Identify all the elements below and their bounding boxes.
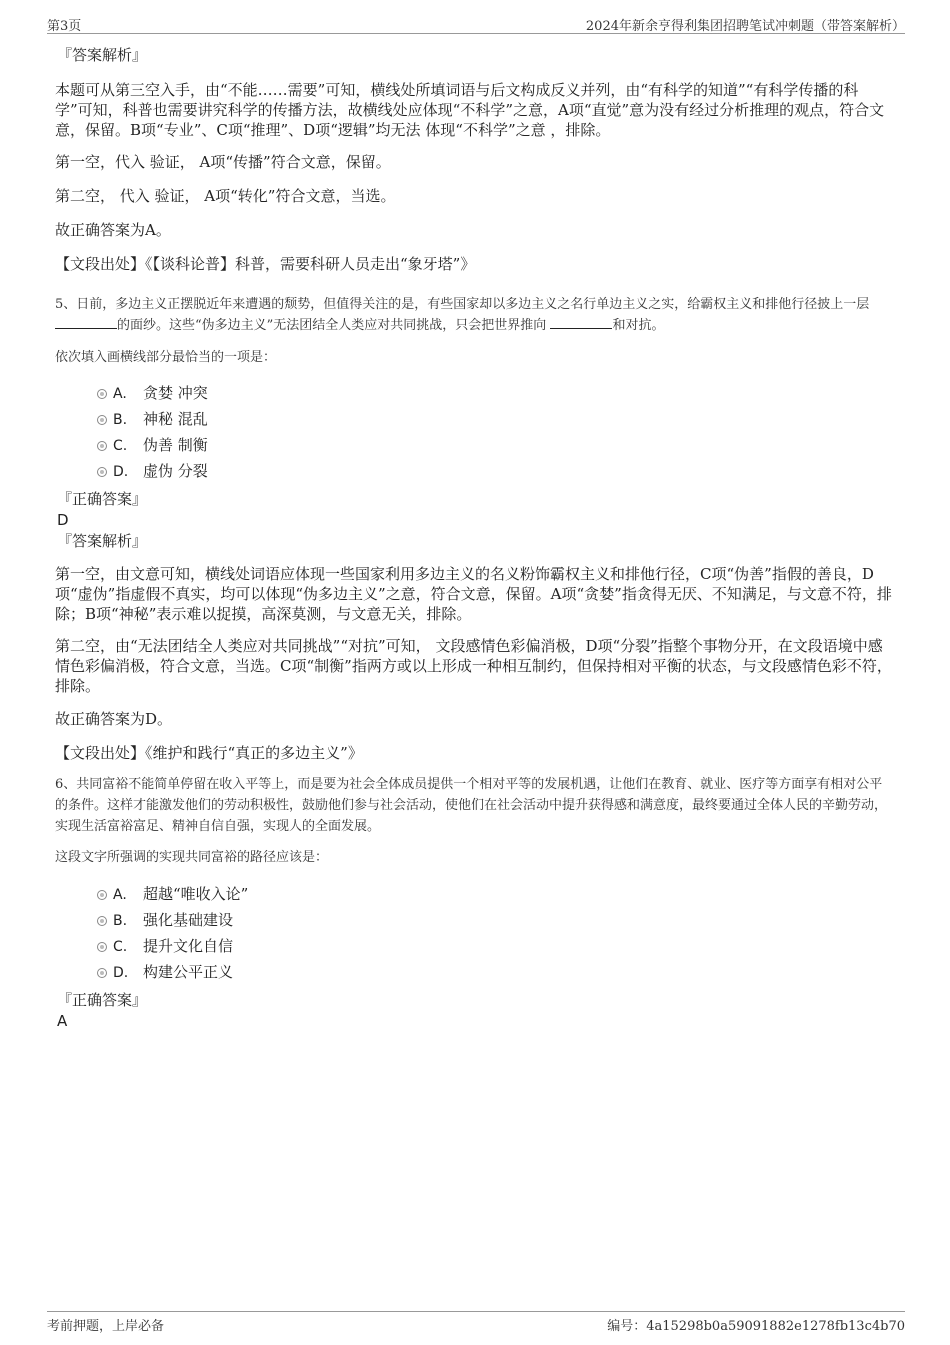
question-5-stem-part2: 的面纱。这些“伪多边主义”无法团结全人类应对共同挑战，只会把世界推向 [117,318,547,333]
document-serial: 编号：4a15298b0a59091882e1278fb13c4b70 [607,1319,905,1334]
radio-icon[interactable] [97,415,107,425]
answer-analysis-label: 『答案解析』 [57,46,148,64]
page-footer [47,1311,905,1334]
option-a[interactable]: A. 超越“唯收入论” [55,881,895,907]
correct-answer-label: 『正确答案』 [57,991,148,1009]
option-b[interactable]: B. 神秘 混乱 [55,406,895,432]
option-d[interactable]: D. 构建公平正义 [55,959,895,985]
question-5-stem-part1: 5、日前，多边主义正摆脱近年来遭遇的颓势，但值得关注的是，有些国家却以多边主义之名行单边主义之实，给霸权主义和排他行径披上一层 [55,297,870,312]
fill-blank [55,316,117,329]
source-citation: 【文段出处】《维护和践行“真正的多边主义”》 [55,744,363,762]
radio-icon[interactable] [97,467,107,477]
option-d[interactable]: D. 虚伪 分裂 [55,458,895,484]
analysis-paragraph: 第一空，由文意可知，横线处词语应体现一些国家利用多边主义的名义粉饰霸权主义和排他行径，C项“伪善”指假的善良，D项“虚伪”指虚假不真实，均可以体现“伪多边主义”之意，符合文意，保留。A项“贪婪”指贪得无厌、不知满足，与文意不符，排除；B项“神秘”表示难以捉摸，高深莫测，与文意无关，排除。 [55,565,892,623]
page-content [55,44,895,1031]
footer-slogan: 考前押题，上岸必备 [47,1319,165,1334]
question-5-prompt: 依次填入画横线部分最恰当的一项是： [55,350,277,365]
correct-answer-label: 『正确答案』 [57,490,148,508]
correct-answer: D [57,511,69,529]
question-5-options [55,380,895,484]
analysis-conclusion: 故正确答案为D。 [55,710,173,728]
answer-analysis-label: 『答案解析』 [57,532,148,550]
analysis-paragraph: 第一空，代入 验证， A项“传播”符合文意，保留。 [55,153,391,171]
radio-icon[interactable] [97,441,107,451]
page-header [47,13,905,34]
question-5-stem-part3: 和对抗。 [612,318,665,333]
page-number: 第3页 [47,19,82,34]
radio-icon[interactable] [97,968,107,978]
correct-answer: A [57,1012,68,1030]
analysis-paragraph: 第二空， 代入 验证， A项“转化”符合文意，当选。 [55,187,396,205]
analysis-paragraph: 第二空，由“无法团结全人类应对共同挑战”“对抗”可知， 文段感情色彩偏消极，D项“分裂”指整个事物分开，在文段语境中感情色彩偏消极，符合文意，当选。C项“制衡”指两方或以上形成一种相互制约，但保持相对平衡的状态，与文段感情色彩不符，排除。 [55,637,892,695]
option-b[interactable]: B. 强化基础建设 [55,907,895,933]
fill-blank [550,316,612,329]
question-5-stem [55,294,895,336]
source-citation: 【文段出处】《【谈科论普】科普，需要科研人员走出“象牙塔”》 [55,255,476,273]
radio-icon[interactable] [97,389,107,399]
radio-icon[interactable] [97,890,107,900]
option-c[interactable]: C. 伪善 制衡 [55,432,895,458]
option-c[interactable]: C. 提升文化自信 [55,933,895,959]
radio-icon[interactable] [97,942,107,952]
radio-icon[interactable] [97,916,107,926]
question-6-options [55,881,895,985]
document-title: 2024年新余亨得利集团招聘笔试冲刺题（带答案解析） [585,19,905,34]
analysis-paragraph: 本题可从第三空入手，由“不能……需要”可知，横线处所填词语与后文构成反义并列，由“有科学的知道”“有科学传播的科学”可知，科普也需要讲究科学的传播方法，故横线处应体现“不科学”之意，A项“直觉”意为没有经过分析推理的观点，符合文意，保留。B项“专业”、C项“推理”、D项“逻辑”均无法 体现“不科学”之意 ，排除。 [55,81,885,139]
analysis-conclusion: 故正确答案为A。 [55,221,171,239]
question-6-prompt: 这段文字所强调的实现共同富裕的路径应该是： [55,850,329,865]
question-6-stem: 6、共同富裕不能简单停留在收入平等上，而是要为社会全体成员提供一个相对平等的发展机遇，让他们在教育、就业、医疗等方面享有相对公平的条件。这样才能激发他们的劳动积极性，鼓励他们参与社会活动，使他们在社会活动中提升获得感和满意度，最终要通过全体人民的辛勤劳动，实现生活富裕富足、精神自信自强，实现人的全面发展。 [55,777,888,834]
option-a[interactable]: A. 贪婪 冲突 [55,380,895,406]
